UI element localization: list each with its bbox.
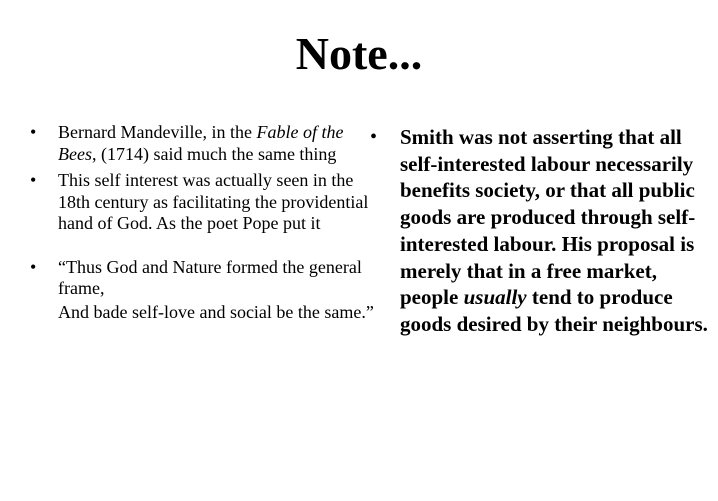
left-column	[30, 122, 380, 323]
mandeville-text-pre: Bernard Mandeville, in the	[58, 122, 257, 142]
pope-quote-line-1: “Thus God and Nature formed the general frame,	[58, 256, 362, 298]
smith-paragraph	[370, 124, 710, 338]
bullet-mandeville	[30, 122, 380, 165]
bullet-dot: •	[30, 122, 37, 142]
pope-quote-line-2: And bade self-love and social be the same.”	[58, 301, 374, 322]
smith-text-post: tend to produce goods desired by their neighbours.	[400, 285, 708, 336]
bullet-dot: •	[370, 126, 378, 148]
fable-of-the-bees-title: Fable of the Bees	[58, 122, 344, 164]
slide-title: Note...	[295, 28, 423, 79]
self-interest-text: This self interest was actually seen in the 18th century as facilitating the providential hand of God. As the poet Pope put it	[58, 170, 369, 233]
bullet-dot: •	[30, 170, 37, 190]
mandeville-text-post: , (1714) said much the same thing	[91, 143, 337, 164]
bullet-dot: •	[30, 256, 37, 277]
right-column	[370, 124, 710, 338]
bullet-self-interest	[30, 170, 380, 235]
bullet-pope-quote	[30, 257, 380, 300]
smith-text-pre: Smith was not asserting that all self-interested labour necessarily benefits society, or that all public goods are produced through self-interested labour. His proposal is merely that in a free market, people	[400, 125, 696, 310]
usually-emphasis: usually	[463, 285, 527, 310]
